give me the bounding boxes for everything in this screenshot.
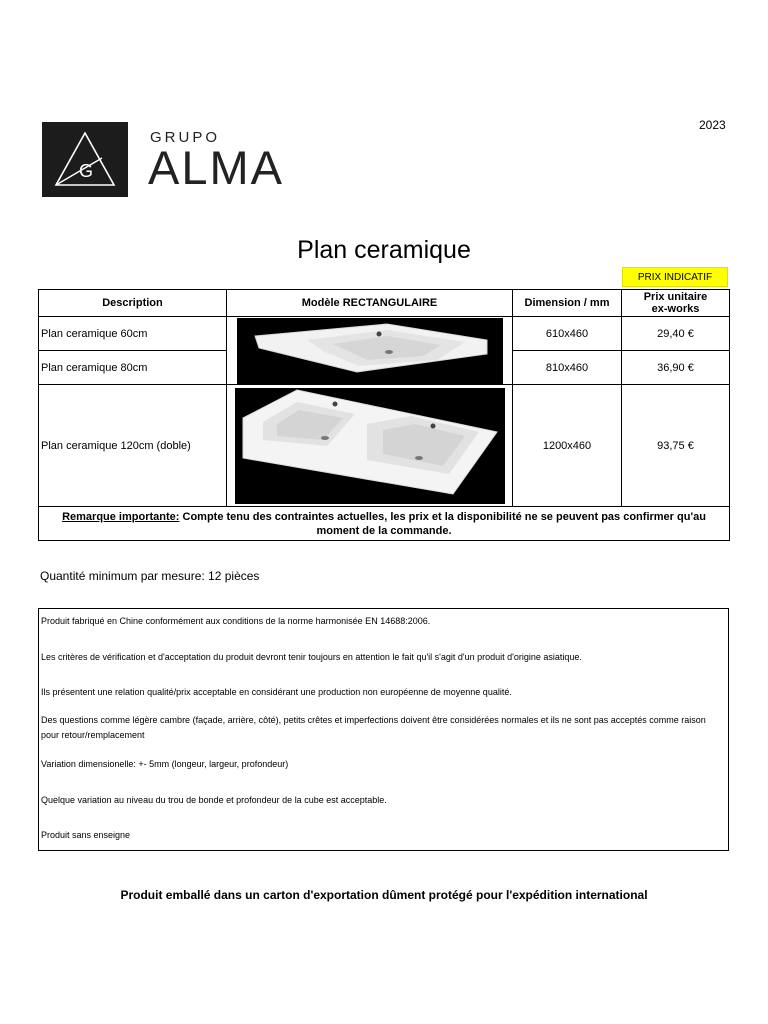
remark-text: Compte tenu des contraintes actuelles, les prix et la disponibilité ne se peuvent pas confirmer qu'au moment de la commande. xyxy=(179,510,706,537)
condition-item: Variation dimensionelle: +- 5mm (longeur, largeur, profondeur) xyxy=(41,759,289,769)
logo-mark-letter: G xyxy=(78,161,94,181)
condition-item: Produit fabriqué en Chine conformément aux conditions de la norme harmonisée EN 14688:2006. xyxy=(41,616,431,626)
header-price xyxy=(622,290,730,317)
page-title: Plan ceramique xyxy=(297,236,471,264)
row-dimension: 810x460 xyxy=(513,351,622,385)
row-description: Plan ceramique 120cm (doble) xyxy=(39,385,227,507)
price-table xyxy=(38,289,730,541)
sink-photo-cell-double xyxy=(227,385,513,507)
table-row xyxy=(39,385,730,507)
row-price: 29,40 € xyxy=(622,317,730,351)
remark-label: Remarque importante: xyxy=(62,510,180,523)
minimum-quantity-note: Quantité minimum par mesure: 12 pièces xyxy=(40,569,260,583)
row-dimension: 1200x460 xyxy=(513,385,622,507)
condition-item: Produit sans enseigne xyxy=(41,830,131,840)
row-price: 36,90 € xyxy=(622,351,730,385)
header-description: Description xyxy=(39,290,227,317)
packaging-footer-note: Produit emballé dans un carton d'exportation dûment protégé pour l'expédition international xyxy=(120,888,648,902)
grupo-alma-logo-icon xyxy=(42,122,128,197)
important-remark xyxy=(39,507,730,541)
condition-item: Ils présentent une relation qualité/prix acceptable en considérant une production non européenne de moyenne qualité. xyxy=(41,687,512,697)
table-header-row xyxy=(39,290,730,317)
conditions-box xyxy=(38,608,729,851)
row-description: Plan ceramique 80cm xyxy=(39,351,227,385)
double-basin-sink-image xyxy=(235,388,505,504)
header-price-line1: Prix unitaire xyxy=(643,291,708,303)
condition-item: Les critères de vérification et d'acceptation du produit devront tenir toujours en attention le fait qu'il s'agit d'un produit d'origine asiatique. xyxy=(41,652,582,662)
remark-row xyxy=(39,507,730,541)
single-basin-sink-image xyxy=(237,318,503,384)
logo-wordmark: ALMA xyxy=(148,141,284,194)
header-model: Modèle RECTANGULAIRE xyxy=(227,290,513,317)
condition-item: Des questions comme légère cambre (façade, arrière, côté), petits crêtes et imperfections doivent être considérées normales et ils ne sont pas acceptés comme raison pour retour/remplacement xyxy=(41,715,706,740)
sink-photo-cell-single xyxy=(227,317,513,385)
table-row xyxy=(39,317,730,351)
row-price: 93,75 € xyxy=(622,385,730,507)
row-dimension: 610x460 xyxy=(513,317,622,351)
header-price-line2: ex-works xyxy=(651,303,700,315)
header-dimension: Dimension / mm xyxy=(513,290,622,317)
price-indicative-badge: PRIX INDICATIF xyxy=(622,267,728,287)
condition-item: Quelque variation au niveau du trou de bonde et profondeur de la cube est acceptable. xyxy=(41,795,387,805)
document-year: 2023 xyxy=(699,118,726,132)
logo-wordmark-small: GRUPO xyxy=(150,129,221,146)
row-description: Plan ceramique 60cm xyxy=(39,317,227,351)
